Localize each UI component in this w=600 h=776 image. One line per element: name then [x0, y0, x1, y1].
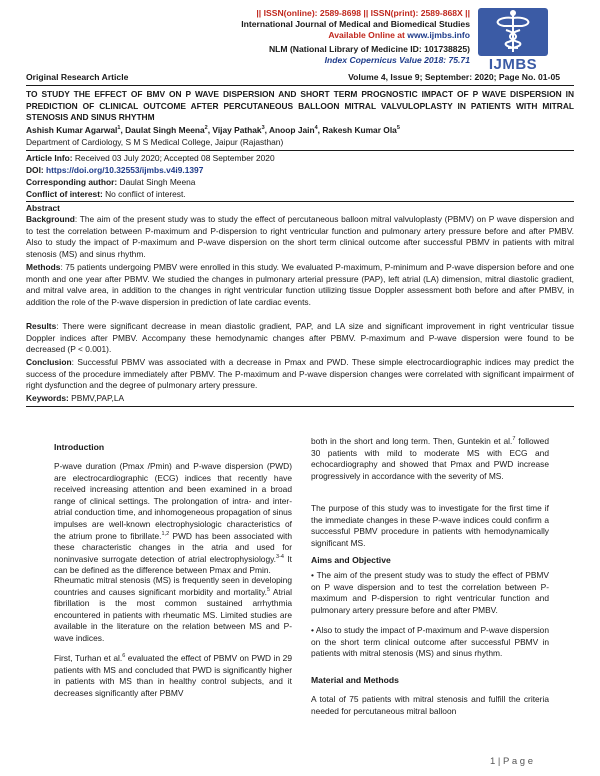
author-sep: , [264, 125, 269, 135]
author-2: Daulat Singh Meena [125, 125, 205, 135]
authors [26, 125, 574, 137]
author-1: Ashish Kumar Agarwal [26, 125, 118, 135]
conclusion-label: Conclusion [26, 357, 72, 367]
article-dates: Received 03 July 2020; Accepted 08 September 2020 [74, 153, 275, 163]
author-rule [26, 150, 574, 151]
abstract-conclusion [26, 357, 574, 392]
info-rule [26, 201, 574, 202]
article-info-label: Article Info: [26, 153, 73, 163]
author-sep: , [207, 125, 213, 135]
journal-logo [478, 8, 548, 74]
author-3-ref: 3 [261, 125, 265, 132]
methods-label: Methods [26, 262, 61, 272]
nlm-id: NLM (National Library of Medicine ID: 101738825) [268, 44, 470, 54]
doi-label: DOI: [26, 165, 44, 175]
corr-label: Corresponding author: [26, 177, 118, 187]
aims-item-1: • The aim of the present study was to study the effect of PBMV on P wave dispersion and to test the correlation between P-maximum and P-dispersion to right ventricular function and pulmonary artery pressure before and after PMBV. [311, 570, 549, 615]
intro-paragraph-2: Rheumatic mitral stenosis (MS) is frequently seen in developing countries and causes significant morbidity and mortality.$^5$ Atrial fibrillation is the most common sustained arrhythmia encountered in patients with rheumatic MS. Limited studies are available in the literature on the relation between MS and P-wave indices. [54, 575, 292, 643]
page-number: 1 | P a g e [490, 756, 533, 767]
article-title: TO STUDY THE EFFECT OF BMV ON P WAVE DISPERSION AND SHORT TERM PROGNOSTIC IMPACT OF P WAVE DISPERSION IN PREDICTION OF CLINICAL OUTCOME AFTER PERCUTANEOUS BALLOON MITRAL VALVULOPLASTY IN PATIENTS WITH MITRAL STENOSIS AND SINUS RHYTHM [26, 89, 574, 123]
abstract-heading: Abstract [26, 203, 60, 213]
available-online [0, 30, 470, 41]
keywords-text: PBMV,PAP,LA [71, 393, 125, 403]
intro-paragraph-1: P-wave duration (Pmax /Pmin) and P-wave dispersion (PWD) are electrocardiographic (ECG) indices that recently have received increasing attention and been examined in a broad range of clinical settings. The prolongation of intra- and inter-atrial conduction time, and inhomogeneous propagation of sinus impulses are well-known electrophysiologic characteristics of the atrium prone to fibrillate.$^{1,2}$ PWD has been associated with these characteristic changes in the atria and used for noninvasive surrogate detection of atrial electrophysiology.$^{3-4}$ It can be defined as the difference between Pmax and Pmin. [54, 461, 292, 576]
right-paragraph-1: both in the short and long term. Then, Guntekin et al.$^7$ followed 30 patients with mild to moderate MS with ECG and echocardiography and showed that Pmax and PWD increase progressively in accordance with the severity of MS. [311, 436, 549, 481]
ref-7: 7 [512, 436, 516, 443]
aims-heading: Aims and Objective [311, 555, 391, 565]
author-5: Rakesh Kumar Ola [322, 125, 397, 135]
ref-5: 5 [266, 586, 271, 593]
author-4: Anoop Jain [269, 125, 315, 135]
index-copernicus: Index Copernicus Value 2018: 75.71 [324, 55, 470, 65]
available-label: Available Online at [328, 30, 405, 40]
affiliation: Department of Cardiology, S M S Medical College, Jaipur (Rajasthan) [26, 137, 284, 147]
results-text: : There were significant decrease in mean diastolic gradient, PAP, and LA size and significant improvement in right ventricular tissue Doppler indices after PMBV. Accompany these hemodynamic changes after PBMV. P-maximum and P-wave dispersion were found to be decreased (P < 0.001). [26, 321, 574, 354]
doi-link[interactable]: https://doi.org/10.32553/ijmbs.v4i9.1397 [46, 165, 204, 175]
author-sep: , [120, 125, 126, 135]
author-1-ref: 1 [117, 125, 121, 132]
journal-name: International Journal of Medical and Biomedical Studies [241, 19, 470, 29]
corr-name: Daulat Singh Meena [119, 177, 196, 187]
abstract-results [26, 321, 574, 356]
conclusion-text: : Successful PBMV was associated with a decrease in Pmax and PWD. These simple electrocardiographic indices may predict the success of the procedure immediately after PBMV. The P-maximum and P-wave dispersion changes were correlated with significant impairment of right dysfunction and the degree of pulmonary artery pressure. [26, 357, 574, 390]
keywords-label: Keywords: [26, 393, 69, 403]
journal-url[interactable]: www.ijmbs.info [407, 30, 470, 40]
conflict-line [26, 189, 574, 201]
abstract-rule [26, 406, 574, 407]
author-3: Vijay Pathak [212, 125, 262, 135]
conflict-text: No conflict of interest. [105, 189, 186, 199]
ref-3-4: 3-4 [276, 553, 284, 560]
article-info [26, 153, 574, 165]
results-label: Results [26, 321, 57, 331]
caduceus-icon [478, 8, 548, 56]
doi-line [26, 165, 574, 177]
logo-text: IJMBS [488, 56, 538, 73]
intro-heading: Introduction [54, 442, 105, 452]
author-2-ref: 2 [204, 125, 208, 132]
issn-line: || ISSN(online): 2589-8698 || ISSN(print): 2589-868X || [256, 8, 470, 18]
corresponding-author [26, 177, 574, 189]
ref-1-2: 1,2 [161, 530, 170, 537]
methods-text: : 75 patients undergoing PMBV were enrolled in this study. We evaluated P-maximum, P-minimum and P-wave dispersion before and one month and one year after PBMV. We studied the changes in pulmonary arterial pressure (PAP), left atrial (LA) dimension, mitral diastolic gradient, and mitral valve area, in addition to the changes in right ventricular function utilizing tissue Doppler assessment both before and after PMBV, in addition the role of the P-wave dispersion in prediction of late cardiac events. [26, 262, 574, 307]
abstract-methods [26, 262, 574, 308]
aims-item-2: • Also to study the impact of P-maximum and P-wave dispersion on the short term clinical outcome after successful PBMV in patients with mitral stenosis (MS) and sinus rhythm. [311, 625, 549, 659]
methods-paragraph: A total of 75 patients with mitral stenosis and fulfill the criteria needed for percutaneous mitral balloon [311, 694, 549, 716]
author-4-ref: 4 [314, 125, 318, 132]
intro-paragraph-3: First, Turhan et al.$^6$ evaluated the effect of PBMV on PWD in 29 patients with MS and concluded that PWD is significantly higher in patients with MS than in healthy control subjects, and it decreases significantly after PBMV [54, 653, 292, 698]
volume-info: Volume 4, Issue 9; September: 2020; Page No. 01-05 [348, 72, 560, 82]
right-paragraph-2: The purpose of this study was to investigate for the first time if the immediate changes in these P-wave indices could confirm a successful PBMV procedure in patients with hemodynamically significant MS. [311, 503, 549, 548]
background-label: Background [26, 214, 75, 224]
methods-heading: Material and Methods [311, 675, 399, 685]
header-rule [26, 85, 574, 86]
author-sep: , [317, 125, 323, 135]
article-type: Original Research Article [26, 72, 129, 82]
abstract-background [26, 214, 574, 260]
conflict-label: Conflict of interest: [26, 189, 103, 199]
background-text: : The aim of the present study was to study the effect of percutaneous balloon mitral valvuloplasty (PBMV) on P wave dispersion and to test the correlation between P-maximum and P-dispersion to right ventricular function and pulmonary artery pressure before and after PMBV. Also to study the impact of P-maximum and P-wave dispersion on the short term clinical outcome after successful PBMV in patients with mitral stenosis (MS) and sinus rhythm. [26, 214, 574, 259]
ref-6: 6 [122, 653, 126, 660]
author-5-ref: 5 [396, 125, 400, 132]
keywords-line [26, 393, 574, 405]
